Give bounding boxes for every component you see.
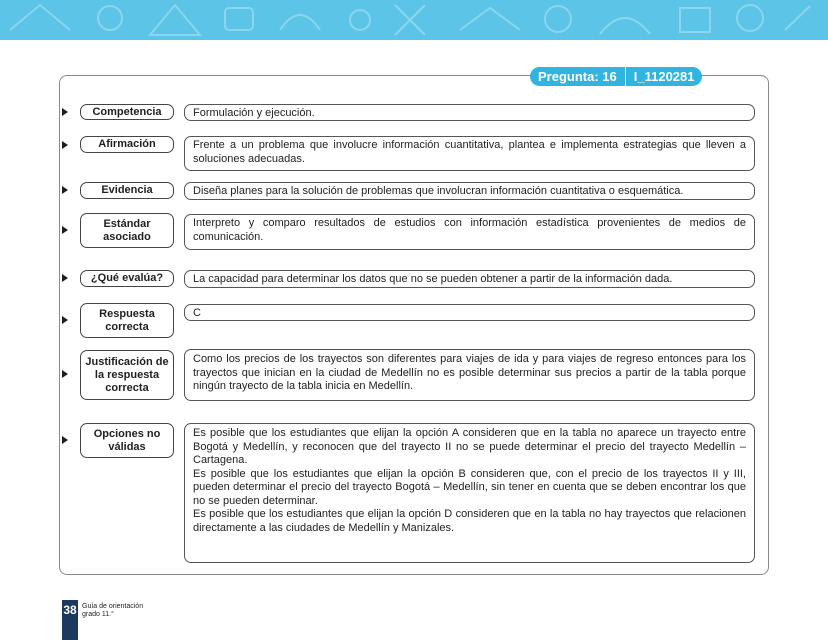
label-evidencia: Evidencia [80,182,174,199]
content-afirmacion [184,136,755,171]
content-text: Como los precios de los trayectos son diferentes para viajes de ida y para viajes de regreso entonces para los trayectos que inician en la ciudad de Medellín no es posible determinar sus precios a partir de la tabla porque ningún trayecto de la tabla inicia en Medellín. [193,353,746,392]
label-afirmacion: Afirmación [80,136,174,153]
content-text: Interpreto y comparo resultados de estudios con información estadística provenientes de medios de comunicación. [193,217,746,243]
footer-guide-title [82,603,143,619]
row-arrow-icon [62,186,68,194]
content-que-evalua [184,270,755,288]
content-evidencia [184,182,755,200]
content-text: Formulación y ejecución. [193,107,315,119]
footer-line-2: grado 11.° [82,611,114,618]
question-number: Pregunta: 16 [538,69,617,84]
decorative-banner [0,0,828,40]
label-opciones-no-validas: Opciones no válidas [80,423,174,458]
label-respuesta-correcta: Respuesta correcta [80,303,174,338]
content-text: Es posible que los estudiantes que elijan la opción D consideren que en la tabla no hay trayectos que relacionen directamente a las ciudades de Medellín y Manizales. [193,508,746,534]
doodle-pattern-icon [0,0,828,40]
label-competencia: Competencia [80,104,174,120]
row-arrow-icon [62,370,68,378]
content-text: La capacidad para determinar los datos que no se pueden obtener a partir de la información dada. [193,273,673,285]
content-text: Diseña planes para la solución de problemas que involucran información cuantitativa o esquemática. [193,185,684,197]
row-arrow-icon [62,226,68,234]
content-respuesta-correcta [184,304,755,321]
row-arrow-icon [62,316,68,324]
row-arrow-icon [62,108,68,116]
row-arrow-icon [62,141,68,149]
content-estandar-asociado [184,214,755,250]
footer-line-1: Guía de orientación [82,603,144,610]
question-badge [530,67,702,86]
content-text: C [193,307,201,319]
content-text: Es posible que los estudiantes que elijan la opción A consideren que en la tabla no aparece un trayecto entre Bogotá y Medellín, y reconocen que del trayecto II no se puede determinar el precio del trayecto Medellín – Cartagena. [193,427,746,466]
label-justificacion: Justificación de la respuesta correcta [80,350,174,400]
content-justificacion [184,349,755,401]
label-que-evalua: ¿Qué evalúa? [80,270,174,287]
row-arrow-icon [62,274,68,282]
content-text: Frente a un problema que involucre información cuantitativa, plantea e implementa estrategias que lleven a soluciones adecuadas. [193,139,746,165]
label-estandar-asociado: Estándar asociado [80,213,174,248]
content-opciones-no-validas [184,423,755,563]
question-code: I_1120281 [633,69,695,84]
content-text: Es posible que los estudiantes que elijan la opción B consideren que, con el precio de los trayectos II y III, pueden determinar el precio del trayecto Bogotá – Medellín, sin tener en cuenta que se deben encontrar los que no se pueden determinar. [193,467,746,507]
content-competencia [184,104,755,121]
page-number: 38 [62,600,78,640]
row-arrow-icon [62,436,68,444]
